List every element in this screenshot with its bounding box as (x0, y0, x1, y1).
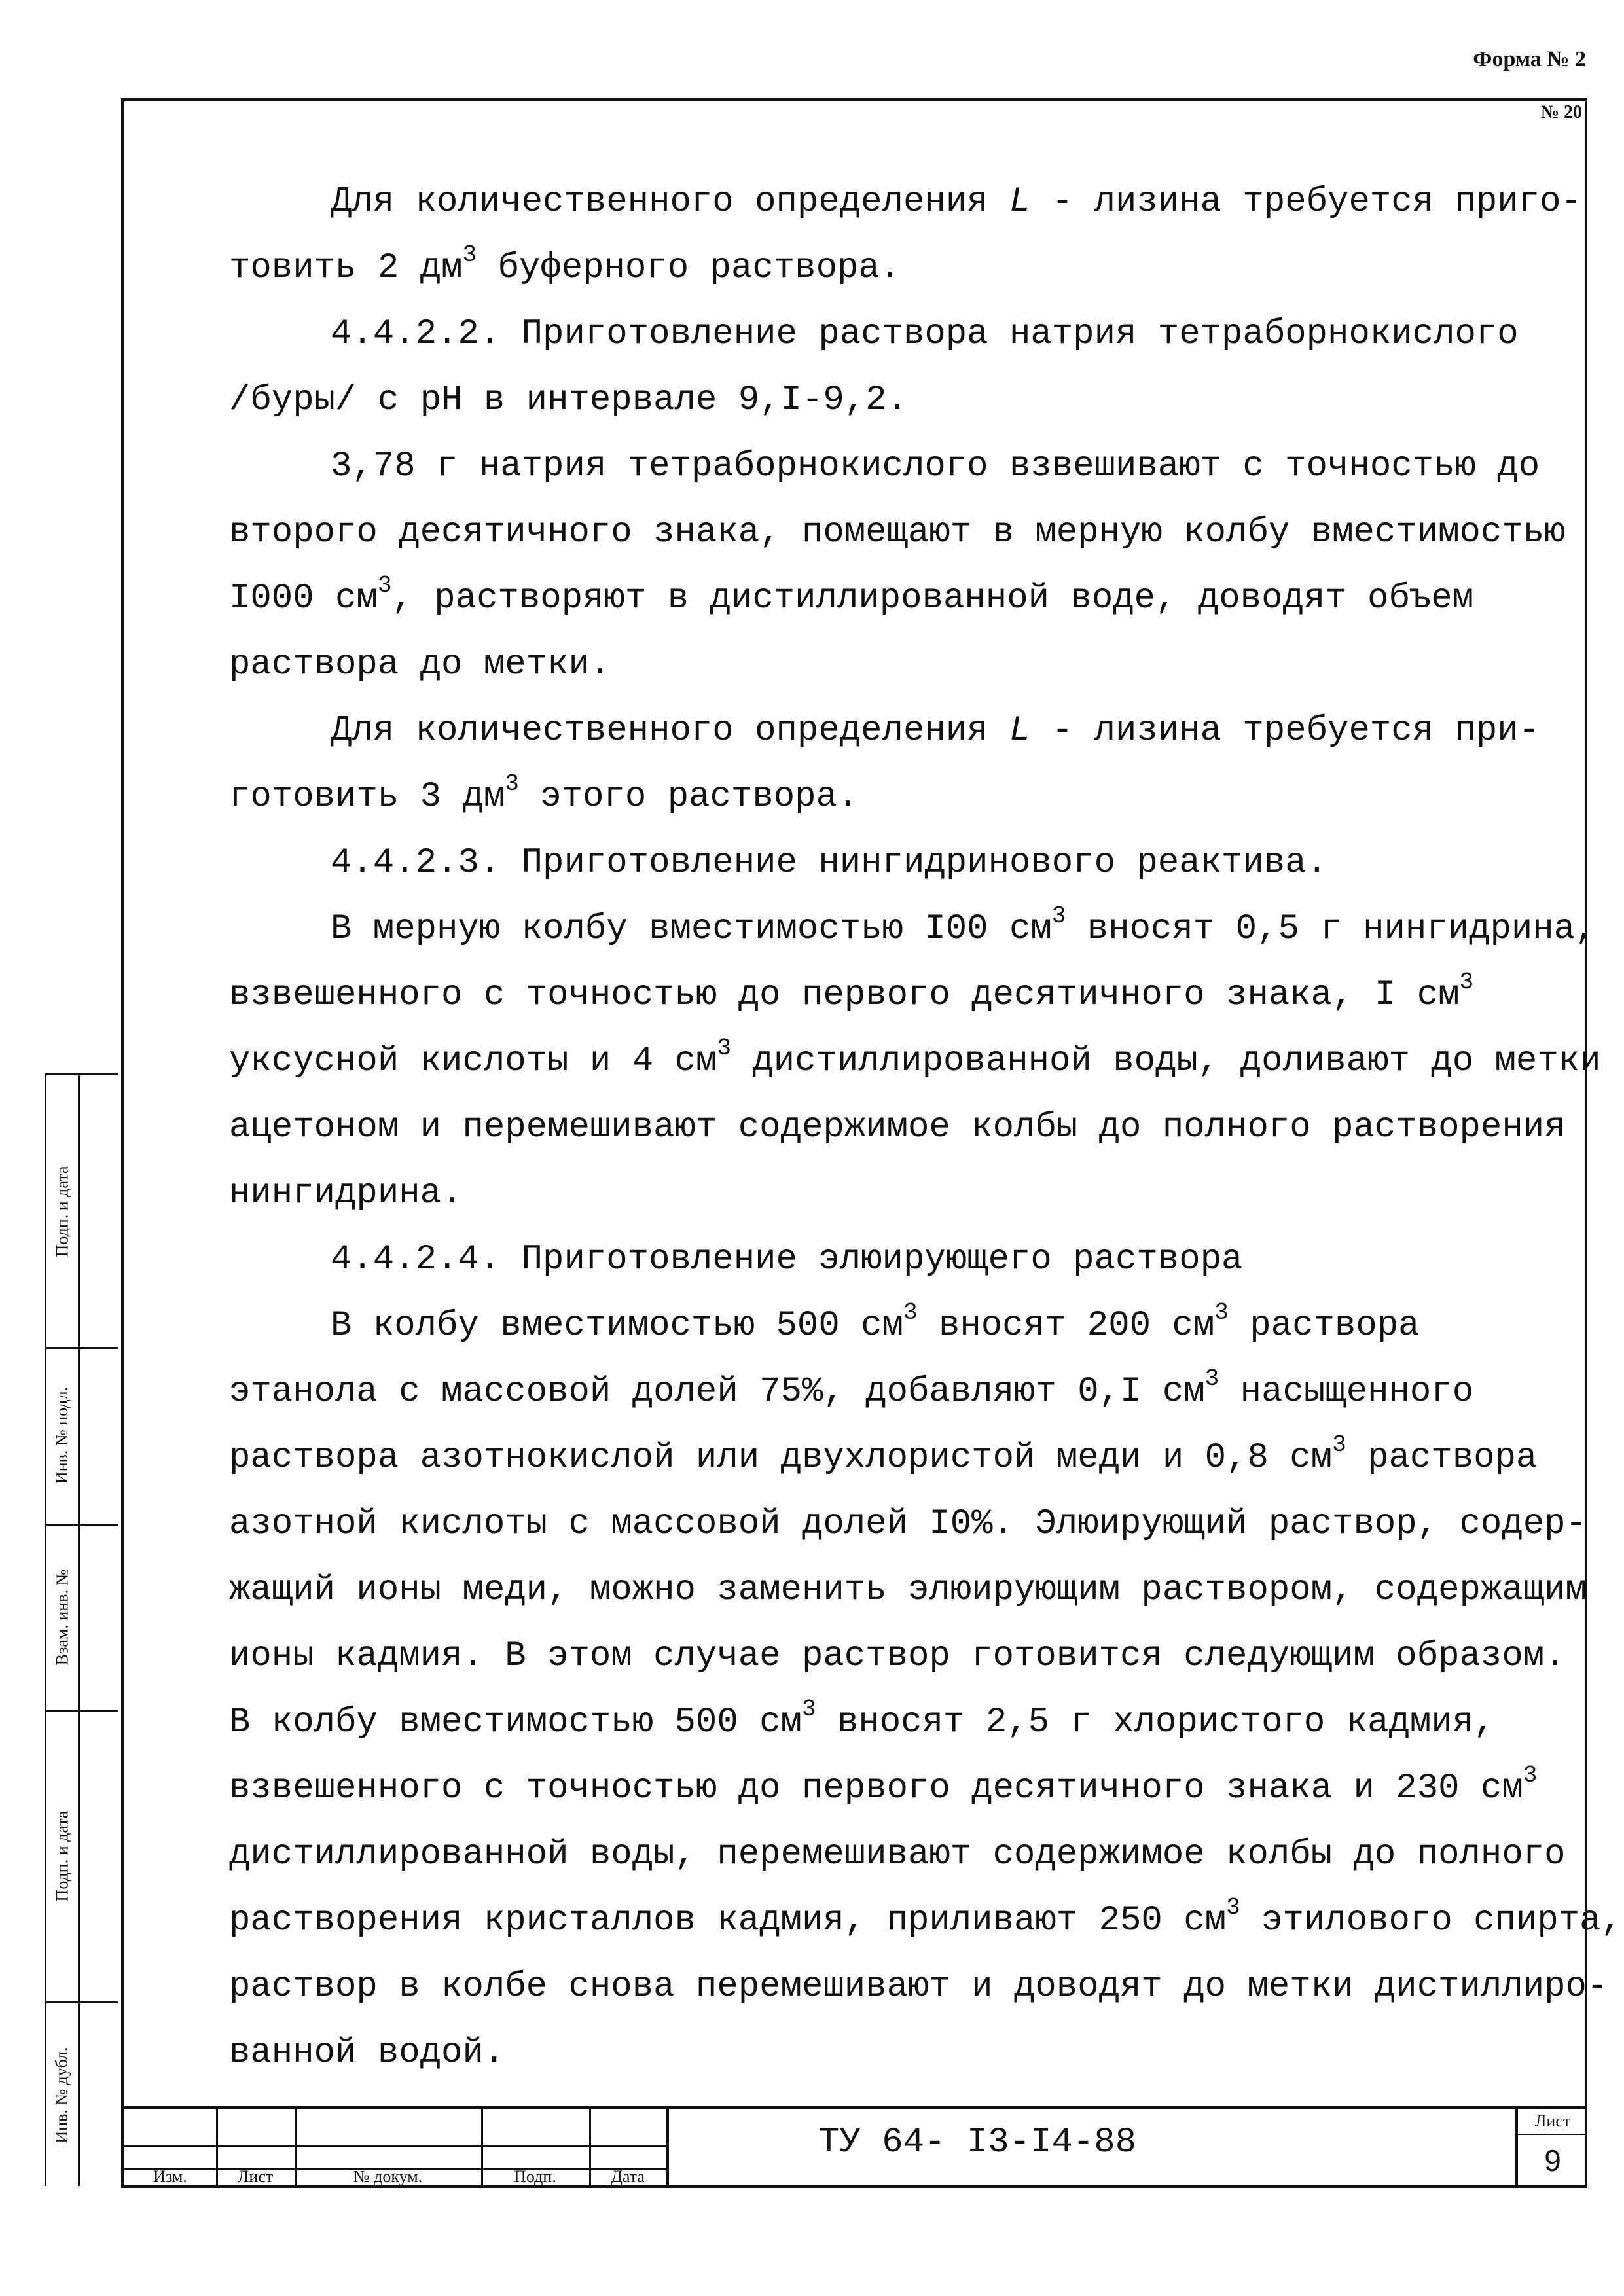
text-fragment: дистиллированной воды, доливают до метки (731, 1041, 1601, 1081)
col-sheet-label: Лист (237, 2167, 274, 2186)
inv-duplicate-cell (46, 2001, 78, 2188)
col-sign-label: Подп. (514, 2167, 556, 2186)
text-fragment: - лизина требуется при- (1030, 711, 1540, 751)
text-line (229, 301, 1564, 367)
inv-duplicate-label: Инв. № дубл. (52, 2046, 71, 2144)
text-fragment: этого раствора. (518, 777, 859, 817)
text-line (229, 1227, 1564, 1293)
text-fragment: , растворяют в дистиллированной воде, доводят объем (391, 579, 1474, 619)
form-number: № 20 (1540, 102, 1582, 122)
text-fragment: уксусной кислоты и 4 см (229, 1041, 717, 1081)
text-fragment: 4.4.2.2. Приготовление раствора натрия тетраборнокислого (331, 314, 1519, 354)
text-fragment: растворения кристаллов кадмия, приливают 250 см (229, 1901, 1227, 1941)
text-fragment: дистиллированной воды, перемешивают содержимое колбы до полного (229, 1835, 1566, 1874)
text-fragment: раствор в колбе снова перемешивают и доводят до метки дистиллиро- (229, 1967, 1608, 2007)
text-fragment: 3 (505, 770, 519, 797)
text-fragment: второго десятичного знака, помещают в мерную колбу вместимостью (229, 512, 1566, 552)
text-fragment: 3 (1332, 1431, 1346, 1458)
inv-original-cell (46, 1347, 78, 1524)
text-fragment: насыщенного (1219, 1372, 1474, 1412)
text-line (229, 367, 1564, 433)
text-line (229, 1028, 1601, 1094)
text-fragment: этилового спирта, (1240, 1901, 1622, 1941)
text-fragment: готовить 3 дм (229, 777, 505, 817)
text-line (229, 830, 1564, 896)
col-doc-label: № докум. (353, 2167, 423, 2186)
col-change-label: Изм. (153, 2167, 187, 2186)
text-line (229, 698, 1564, 764)
document-body (229, 169, 1622, 2086)
text-fragment: товить 2 дм (229, 248, 463, 288)
text-line (229, 1359, 1564, 1425)
text-line (229, 169, 1582, 235)
text-fragment: 3 (1226, 1894, 1240, 1921)
title-block (124, 2106, 1587, 2188)
text-fragment: 3 (717, 1035, 731, 1062)
text-fragment: азотной кислоты с массовой долей I0%. Элюирующий раствор, содер- (229, 1504, 1587, 1544)
text-fragment: /буры/ с pH в интервале 9,I-9,2. (229, 380, 908, 420)
text-fragment: взвешенного с точностью до первого десятичного знака и 230 см (229, 1768, 1523, 1808)
text-fragment: 3 (462, 242, 477, 268)
text-line (229, 1557, 1587, 1623)
text-line (229, 1755, 1564, 1821)
text-line (229, 433, 1564, 499)
text-fragment: - лизина требуется приго- (1030, 182, 1582, 222)
text-line (229, 1623, 1564, 1689)
text-line (229, 1293, 1564, 1359)
text-line (229, 1821, 1564, 1888)
sign-date-label-1: Подп. и дата (52, 1166, 71, 1257)
text-fragment: В колбу вместимостью 500 см (229, 1702, 802, 1742)
text-line (229, 632, 1564, 698)
text-fragment: 3 (1051, 903, 1066, 929)
text-fragment: 3 (1459, 969, 1474, 996)
text-fragment: 3 (1214, 1299, 1229, 1326)
text-line (229, 235, 1564, 301)
text-fragment: ионы кадмия. В этом случае раствор готовится следующим образом. (229, 1636, 1566, 1676)
sheet-label: Лист (1518, 2111, 1587, 2135)
text-fragment: В колбу вместимостью 500 см (331, 1306, 903, 1346)
text-fragment: 4.4.2.4. Приготовление элюирующего раствора (331, 1240, 1243, 1280)
text-fragment: вносят 2,5 г хлористого кадмия, (816, 1702, 1495, 1742)
text-fragment: раствора до метки. (229, 645, 611, 685)
text-fragment: L (1009, 182, 1031, 222)
text-fragment: жащий ионы меди, можно заменить элюирующим раствором, содержащим (229, 1570, 1587, 1610)
text-line (229, 1689, 1564, 1755)
text-fragment: Для количественного определения (331, 182, 1009, 222)
inv-original-label: Инв. № подл. (52, 1386, 71, 1484)
text-fragment: взвешенного с точностью до первого десятичного знака, I см (229, 975, 1460, 1015)
form-label: Форма № 2 (1473, 47, 1586, 71)
text-line (229, 1160, 1564, 1227)
text-fragment: 3,78 г натрия тетраборнокислого взвешивают с точностью до (331, 446, 1540, 486)
replace-inv-label: Взам. инв. № (52, 1569, 71, 1665)
sign-date-cell-1 (46, 1075, 78, 1347)
text-line (229, 565, 1564, 632)
text-line (229, 1954, 1608, 2020)
text-line (229, 896, 1597, 962)
text-line (229, 499, 1564, 565)
text-fragment: I000 см (229, 579, 378, 619)
col-date-label: Дата (611, 2167, 645, 2186)
replace-inv-cell (46, 1524, 78, 1710)
text-fragment: нингидрина. (229, 1174, 463, 1213)
text-fragment: В мерную колбу вместимостью I00 см (331, 909, 1052, 949)
text-line (229, 1425, 1564, 1491)
text-fragment: раствора (1228, 1306, 1420, 1346)
text-fragment: 3 (801, 1696, 816, 1723)
text-fragment: буферного раствора. (477, 248, 901, 288)
sheet-box (1515, 2106, 1587, 2188)
text-fragment: 3 (1204, 1365, 1219, 1392)
text-line (229, 962, 1564, 1028)
text-fragment: ванной водой. (229, 2033, 505, 2073)
document-code: ТУ 64- I3-I4-88 (818, 2123, 1137, 2162)
text-fragment: раствора азотнокислой или двухлористой меди и 0,8 см (229, 1438, 1333, 1478)
margin-stamp (45, 1073, 118, 2186)
text-line (229, 764, 1564, 830)
text-fragment: Для количественного определения (331, 711, 1009, 751)
sign-date-label-2: Подп. и дата (52, 1810, 71, 1901)
text-fragment: 3 (377, 572, 392, 599)
text-fragment: 3 (903, 1299, 918, 1326)
sheet-number: 9 (1544, 2144, 1561, 2178)
text-fragment: раствора (1346, 1438, 1538, 1478)
sign-date-cell-2 (46, 1710, 78, 2001)
text-fragment: ацетоном и перемешивают содержимое колбы до полного растворения (229, 1107, 1566, 1147)
revision-grid (124, 2106, 668, 2188)
text-fragment: 4.4.2.3. Приготовление нингидринового реактива. (331, 843, 1328, 883)
text-fragment: вносят 200 см (917, 1306, 1215, 1346)
text-fragment: 3 (1523, 1762, 1538, 1789)
text-line (229, 2020, 1564, 2086)
text-line (229, 1888, 1622, 1954)
text-fragment: вносят 0,5 г нингидрина, (1066, 909, 1597, 949)
text-line (229, 1491, 1587, 1557)
text-fragment: этанола с массовой долей 75%, добавляют 0,I см (229, 1372, 1205, 1412)
text-line (229, 1094, 1564, 1160)
text-fragment: L (1009, 711, 1031, 751)
